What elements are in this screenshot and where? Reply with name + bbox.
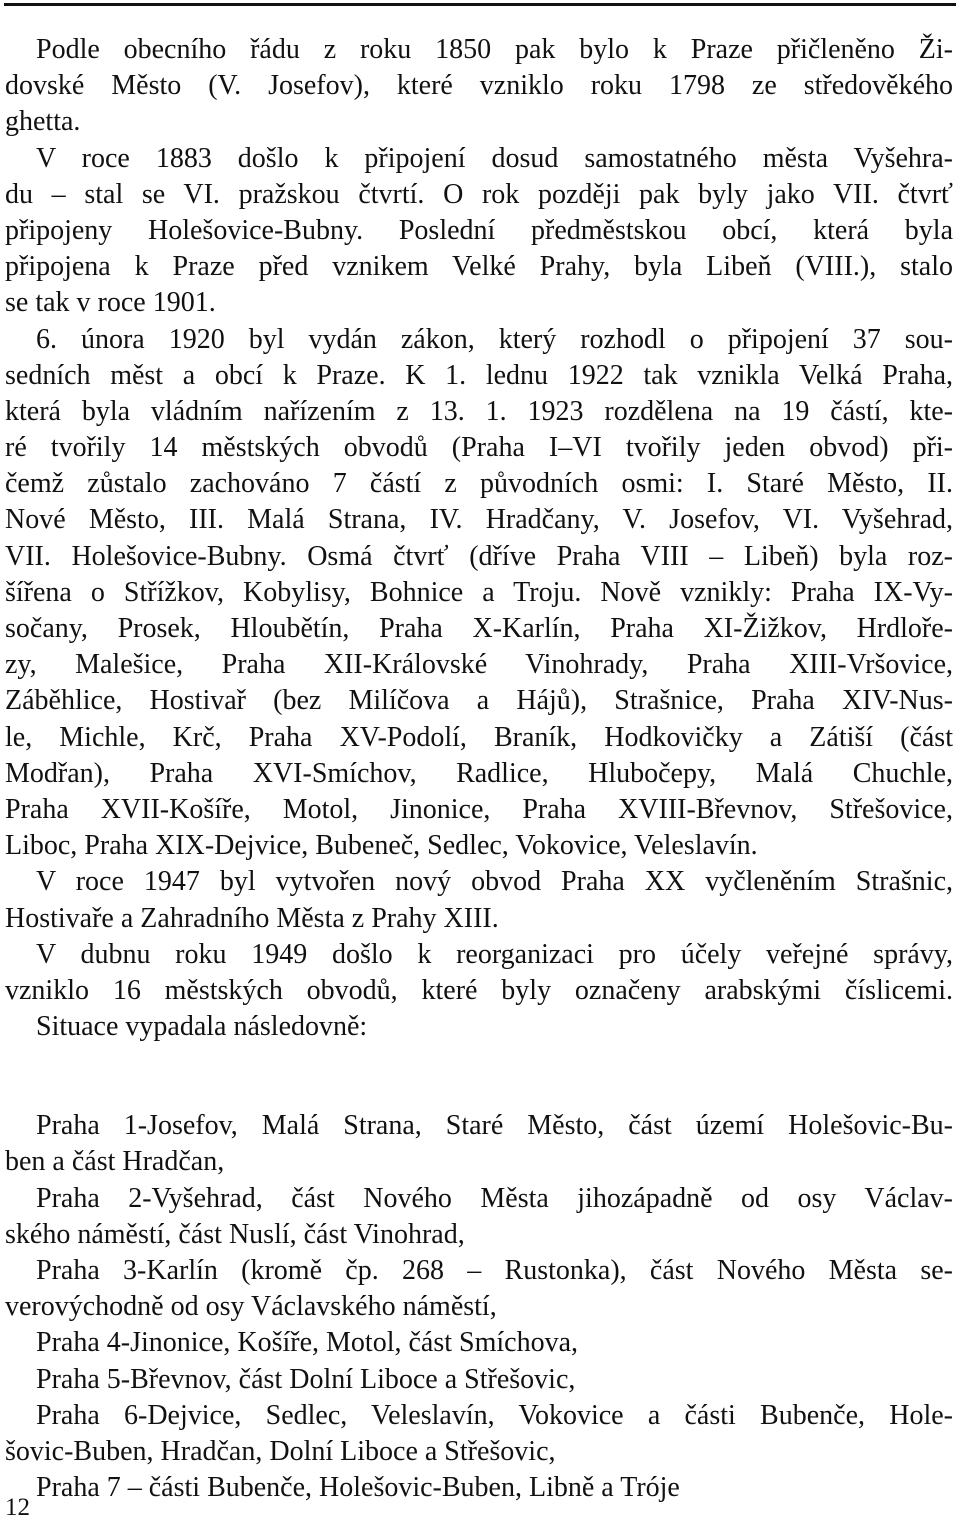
text-line: Modřan), Praha XVI-Smíchov, Radlice, Hlubočepy, Malá Chuchle, (5, 757, 953, 789)
district-line: Praha 5-Břevnov, část Dolní Liboce a Střešovic, (36, 1363, 576, 1395)
section-gap (5, 1045, 953, 1108)
text-line: Situace vypadala následovně: (36, 1011, 368, 1043)
text-line: sočany, Prosek, Hloubětín, Praha X-Karlín, Praha XI-Žižkov, Hrdloře- (5, 613, 953, 644)
district-line: Praha 7 – části Bubenče, Holešovic-Buben, Libně a Tróje (36, 1472, 680, 1504)
text-line: VII. Holešovice-Bubny. Osmá čtvrť (dříve Praha VIII – Libeň) byla roz- (5, 540, 953, 572)
text-line: le, Michle, Krč, Praha XV-Podolí, Braník, Hodkovičky a Zátiší (část (5, 721, 953, 753)
text-line: připojena k Praze před vznikem Velké Prahy, byla Libeň (VIII.), stalo (5, 251, 953, 283)
text-line: zy, Malešice, Praha XII-Královské Vinohrady, Praha XIII-Vršovice, (5, 649, 953, 681)
district-line: Praha 6-Dejvice, Sedlec, Veleslavín, Vokovice a části Bubenče, Hole- (36, 1399, 953, 1431)
text-line: vzniklo 16 městských obvodů, které byly označeny arabskými číslicemi. (5, 974, 953, 1006)
text-line: V dubnu roku 1949 došlo k reorganizaci pro účely veřejné správy, (36, 938, 953, 970)
text-line: Podle obecního řádu z roku 1850 pak bylo k Praze přičleněno Ži- (36, 34, 953, 65)
text-line: V roce 1883 došlo k připojení dosud samostatného města Vyšehra- (36, 142, 953, 174)
text-line: Hostivaře a Zahradního Města z Prahy XIII. (5, 902, 499, 934)
district-line: ben a část Hradčan, (5, 1146, 225, 1178)
text-line: sedních měst a obcí k Praze. K 1. lednu 1922 tak vznikla Velká Praha, (5, 359, 953, 391)
text-line: 6. února 1920 byl vydán zákon, který rozhodl o připojení 37 sou- (36, 323, 953, 355)
top-rule (4, 3, 956, 6)
district-line: šovic-Buben, Hradčan, Dolní Liboce a Střešovic, (5, 1435, 556, 1467)
text-line: Záběhlice, Hostivař (bez Milíčova a Hájů), Strašnice, Praha XIV-Nus- (5, 685, 953, 717)
district-line: Praha 2-Vyšehrad, část Nového Města jihozápadně od osy Václav- (36, 1182, 953, 1214)
page-body (5, 32, 953, 1506)
text-line: čemž zůstalo zachováno 7 částí z původních osmi: I. Staré Město, II. (5, 468, 953, 500)
district-line: ského náměstí, část Nuslí, část Vinohrad, (5, 1218, 465, 1250)
district-line: Praha 1-Josefov, Malá Strana, Staré Město, část území Holešovic-Bu- (36, 1110, 953, 1142)
page-number: 12 (5, 1494, 30, 1521)
text-line: ghetta. (5, 106, 81, 138)
district-line: Praha 3-Karlín (kromě čp. 268 – Rustonka), část Nového Města se- (36, 1255, 953, 1286)
text-line: ré tvořily 14 městských obvodů (Praha I–VI tvořily jeden obvod) při- (5, 432, 953, 464)
text-line: připojeny Holešovice-Bubny. Poslední předměstskou obcí, která byla (5, 214, 953, 246)
text-line: V roce 1947 byl vytvořen nový obvod Praha XX vyčleněním Strašnic, (36, 866, 953, 898)
text-line: šířena o Střížkov, Kobylisy, Bohnice a Troju. Nově vznikly: Praha IX-Vy- (5, 576, 953, 608)
text-line: se tak v roce 1901. (5, 287, 216, 319)
text-line: du – stal se VI. pražskou čtvrtí. O rok později pak byly jako VII. čtvrť (5, 178, 953, 210)
text-line: Nové Město, III. Malá Strana, IV. Hradčany, V. Josefov, VI. Vyšehrad, (5, 504, 953, 536)
district-line: verovýchodně od osy Václavského náměstí, (5, 1291, 497, 1323)
text-line: která byla vládním nařízením z 13. 1. 1923 rozdělena na 19 částí, kte- (5, 395, 953, 427)
text-line: Liboc, Praha XIX-Dejvice, Bubeneč, Sedlec, Vokovice, Veleslavín. (5, 830, 758, 862)
text-line: dovské Město (V. Josefov), které vzniklo roku 1798 ze středověkého (5, 70, 953, 102)
district-line: Praha 4-Jinonice, Košíře, Motol, část Smíchova, (36, 1327, 579, 1359)
text-line: Praha XVII-Košíře, Motol, Jinonice, Praha XVIII-Břevnov, Střešovice, (5, 793, 953, 825)
